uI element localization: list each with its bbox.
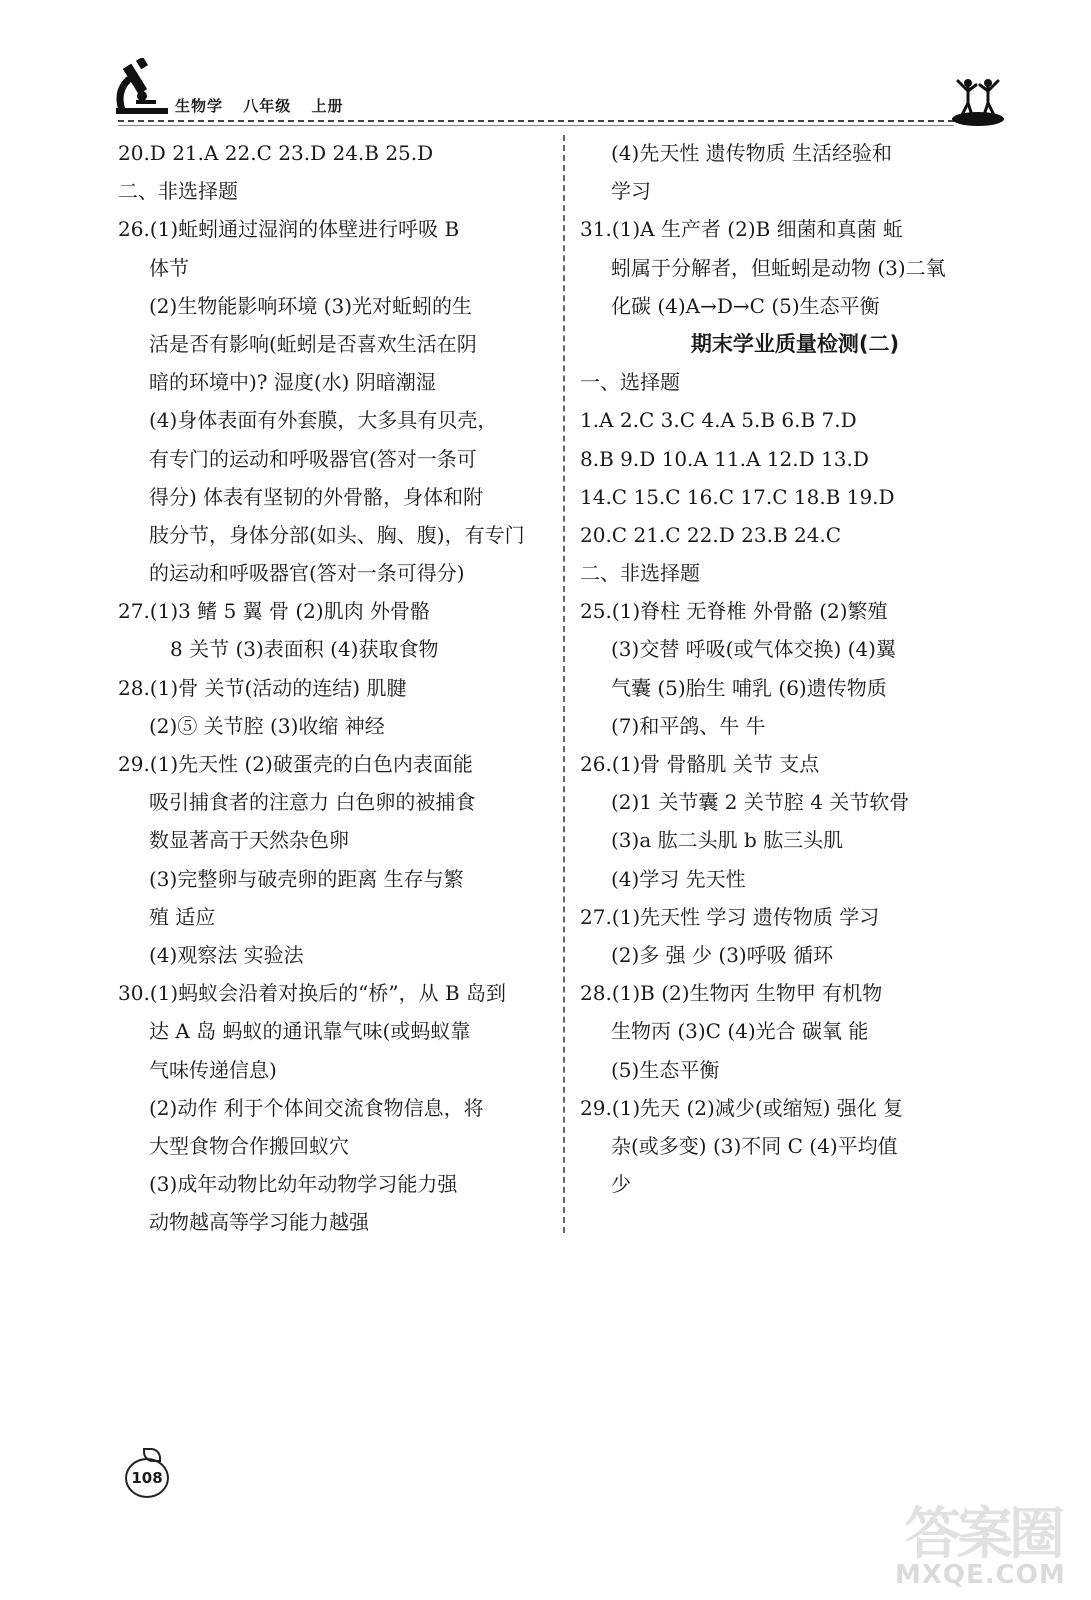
page-number-badge (125, 1450, 173, 1498)
answer-line: 25.(1)脊柱 无脊椎 外骨骼 (2)繁殖 (580, 599, 888, 624)
answer-line: 8.B 9.D 10.A 11.A 12.D 13.D (580, 446, 869, 471)
answer-line: 20.C 21.C 22.D 23.B 24.C (580, 522, 842, 547)
answer-line: 动物越高等学习能力越强 (149, 1210, 369, 1235)
answer-line: 8 关节 (3)表面积 (4)获取食物 (170, 637, 439, 662)
answer-line: 20.D 21.A 22.C 23.D 24.B 25.D (118, 141, 434, 165)
answer-line: (2)多 强 少 (3)呼吸 循环 (611, 942, 834, 967)
answer-line: 生物丙 (3)C (4)光合 碳氧 能 (611, 1019, 869, 1044)
answer-line: 气囊 (5)胎生 哺乳 (6)遗传物质 (611, 675, 887, 700)
answer-line: 的运动和呼吸器官(答对一条可得分) (149, 561, 465, 586)
answer-line: 吸引捕食者的注意力 白色卵的被捕食 (149, 790, 476, 815)
answer-line: 殖 适应 (149, 904, 216, 929)
answer-line: (3)交替 呼吸(或气体交换) (4)翼 (611, 637, 896, 662)
answer-line: (2)动作 利于个体间交流食物信息，将 (149, 1095, 484, 1120)
answer-line: 有专门的运动和呼吸器官(答对一条可 (149, 446, 477, 471)
answer-line: 体节 (149, 255, 189, 280)
answer-line: 30.(1)蚂蚁会沿着对换后的“桥”，从 B 岛到 (118, 981, 506, 1006)
answer-line: (2)⑤ 关节腔 (3)收缩 神经 (149, 713, 385, 738)
answer-line: 28.(1)骨 关节(活动的连结) 肌腱 (118, 675, 407, 700)
answer-line: 气味传递信息) (149, 1057, 277, 1082)
answer-line: (2)1 关节囊 2 关节腔 4 关节软骨 (611, 790, 910, 815)
answer-line: 27.(1)先天性 学习 遗传物质 学习 (580, 904, 880, 929)
watermark (895, 1490, 1075, 1595)
people-icon (950, 75, 1006, 127)
answer-line: 达 A 岛 蚂蚁的通讯靠气味(或蚂蚁靠 (149, 1019, 471, 1044)
header-rule (118, 125, 954, 126)
answer-line: 31.(1)A 生产者 (2)B 细菌和真菌 蚯 (580, 217, 904, 242)
answer-line: (3)a 肱二头肌 b 肱三头肌 (611, 828, 844, 853)
answer-line: 大型食物合作搬回蚁穴 (149, 1133, 349, 1158)
answer-line: (4)观察法 实验法 (149, 942, 304, 967)
answer-line: 29.(1)先天性 (2)破蛋壳的白色内表面能 (118, 752, 473, 776)
answer-line: (4)学习 先天性 (611, 866, 746, 891)
right-answer-column (580, 134, 1010, 1203)
answer-line: (4)身体表面有外套膜，大多具有贝壳， (149, 408, 498, 433)
answer-line: 数显著高于天然杂色卵 (149, 828, 349, 853)
header-title (175, 95, 358, 116)
answer-line: (4)先天性 遗传物质 生活经验和 (611, 141, 893, 165)
answer-line: 29.(1)先天 (2)减少(或缩短) 强化 复 (580, 1095, 904, 1120)
watermark-cn: 答案圈 (905, 1502, 1061, 1567)
page-number: 108 (125, 1458, 169, 1498)
page-header (0, 0, 1091, 130)
answer-line: 一、选择题 (580, 370, 680, 395)
answer-line: 二、非选择题 (118, 179, 238, 204)
answer-line: 肢分节，身体分部(如头、胸、腹)，有专门 (149, 522, 525, 547)
answer-line: (7)和平鸽、牛 牛 (611, 713, 766, 738)
answer-line: 活是否有影响(蚯蚓是否喜欢生活在阴 (149, 331, 477, 356)
answer-line: 26.(1)骨 骨骼肌 关节 支点 (580, 752, 820, 776)
answer-line: (2)生物能影响环境 (3)光对蚯蚓的生 (149, 293, 473, 318)
answer-line: (5)生态平衡 (611, 1057, 720, 1082)
column-divider (563, 135, 565, 1233)
answer-line: 杂(或多变) (3)不同 C (4)平均值 (611, 1133, 898, 1158)
answer-line: 学习 (611, 179, 651, 204)
answer-line: 26.(1)蚯蚓通过湿润的体壁进行呼吸 B (118, 217, 460, 242)
header-subject: 生物学 (175, 97, 224, 115)
answer-line: (3)成年动物比幼年动物学习能力强 (149, 1172, 458, 1197)
answer-line: 蚓属于分解者，但蚯蚓是动物 (3)二氧 (611, 255, 946, 280)
answer-line: 化碳 (4)A→D→C (5)生态平衡 (611, 293, 880, 318)
answer-line: (3)完整卵与破壳卵的距离 生存与繁 (149, 866, 464, 891)
section-title: 期末学业质量检测(二) (690, 331, 900, 356)
answer-line: 14.C 15.C 16.C 17.C 18.B 19.D (580, 484, 895, 509)
answer-line: 28.(1)B (2)生物丙 生物甲 有机物 (580, 981, 883, 1006)
header-dashed-rule (118, 120, 954, 122)
answer-line: 二、非选择题 (580, 561, 700, 586)
answer-line: 暗的环境中)? 湿度(水) 阴暗潮湿 (149, 370, 436, 395)
watermark-en: MXQE.COM (895, 1560, 1066, 1590)
answer-line: 27.(1)3 鳍 5 翼 骨 (2)肌肉 外骨骼 (118, 599, 431, 624)
answer-line: 少 (611, 1172, 631, 1197)
header-grade: 八年级 (243, 97, 292, 115)
answer-line: 1.A 2.C 3.C 4.A 5.B 6.B 7.D (580, 408, 857, 433)
header-volume: 上册 (311, 97, 344, 115)
answer-line: 得分) 体表有坚韧的外骨骼，身体和附 (149, 484, 484, 509)
microscope-icon (112, 58, 172, 116)
left-answer-column (118, 134, 548, 1241)
